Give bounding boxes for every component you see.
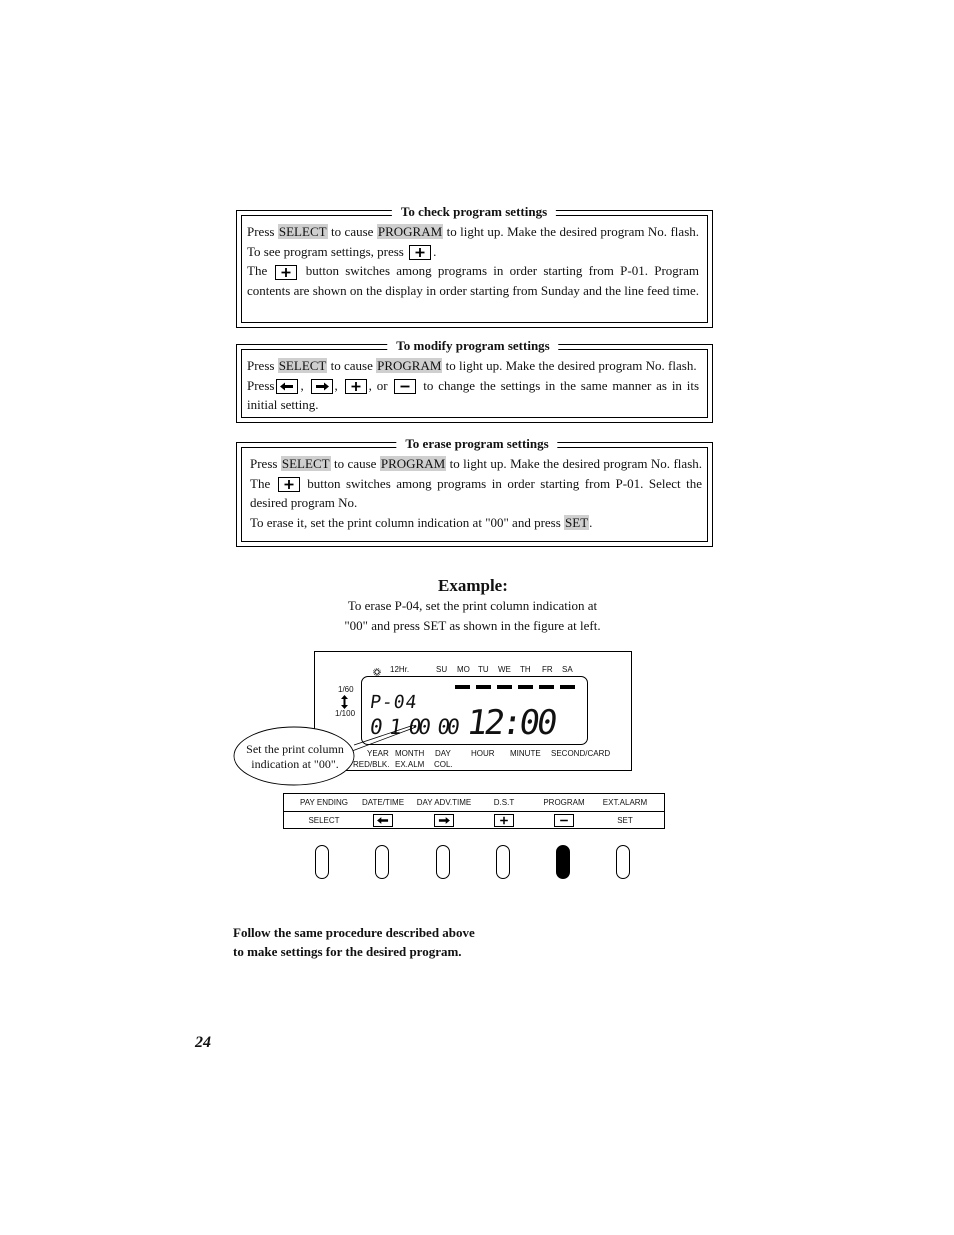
- text: ,: [334, 377, 338, 393]
- program-key-label: PROGRAM: [377, 224, 443, 239]
- modify-settings-title: To modify program settings: [387, 338, 558, 354]
- table-divider: [284, 811, 664, 812]
- text: To erase it, set the print column indication at "00" and press: [250, 514, 561, 530]
- callout-line-2: indication at "00".: [251, 757, 339, 771]
- text: to cause: [334, 456, 377, 471]
- label-month: MONTH: [395, 749, 425, 758]
- footer-line-1: Follow the same procedure described above: [233, 925, 475, 940]
- program-number-readout: P-04: [368, 692, 419, 713]
- example-description: [330, 596, 615, 636]
- rate-label-bottom: 1/100: [335, 709, 356, 718]
- text: ,: [300, 377, 304, 393]
- label-ex-alm: EX.ALM: [395, 760, 425, 769]
- label-red-blk: RED/BLK.: [353, 760, 390, 769]
- key-label-program: PROGRAM: [543, 798, 585, 807]
- right-arrow-icon: [311, 379, 333, 394]
- plus-icon: [494, 814, 514, 827]
- text: Press: [247, 224, 275, 239]
- example-line-2: "00" and press SET as shown in the figure at left.: [344, 618, 601, 633]
- check-settings-title: To check program settings: [392, 204, 556, 220]
- label-year: YEAR: [367, 749, 389, 758]
- key-label-ext-alarm: EXT.ALARM: [602, 798, 648, 807]
- select-key-label: SELECT: [278, 224, 327, 239]
- footer-note: [233, 923, 475, 961]
- day-label-sa: SA: [562, 665, 573, 674]
- rate-label-top: 1/60: [338, 685, 354, 694]
- key-label-day-adv-time: DAY ADV.TIME: [416, 798, 472, 807]
- text: to light up. Make the desired program No. flash.: [445, 358, 697, 373]
- callout-text: [237, 742, 353, 772]
- label-day: DAY: [435, 749, 451, 758]
- right-arrow-icon: [434, 814, 454, 827]
- text: to cause: [331, 224, 374, 239]
- day-label-mo: MO: [457, 665, 470, 674]
- modify-settings-body: [247, 356, 699, 415]
- text: The: [247, 263, 268, 278]
- date-time-left-button[interactable]: [375, 845, 389, 879]
- modify-settings-box: [236, 338, 713, 423]
- day-label-fr: FR: [542, 665, 553, 674]
- erase-settings-box: [236, 436, 713, 547]
- left-arrow-icon: [373, 814, 393, 827]
- sun-icon: [373, 663, 381, 671]
- text: to light up. Make the desired program No. flash. The: [250, 456, 703, 491]
- text: .: [433, 243, 437, 259]
- program-key-label: PROGRAM: [380, 456, 446, 471]
- footer-line-2: to make settings for the desired program.: [233, 944, 462, 959]
- text: Press: [250, 456, 278, 471]
- page-number: 24: [195, 1034, 211, 1051]
- day-label-tu: TU: [478, 665, 489, 674]
- day-label-we: WE: [498, 665, 511, 674]
- text: to change the settings in the same manner as in its initial setting.: [247, 377, 700, 412]
- day-indicator-bars: [455, 685, 585, 691]
- example-title: Example:: [438, 576, 508, 595]
- key-label-date-time: DATE/TIME: [361, 798, 405, 807]
- plus-icon: [278, 477, 300, 492]
- check-settings-box: [236, 204, 713, 328]
- key-label-set: SET: [617, 816, 633, 825]
- dst-plus-button[interactable]: [496, 845, 510, 879]
- example-line-1: To erase P-04, set the print column indication at: [347, 598, 598, 613]
- day-adv-time-right-button[interactable]: [436, 845, 450, 879]
- day-label-th: TH: [520, 665, 531, 674]
- program-key-label: PROGRAM: [377, 358, 442, 373]
- text: button switches among programs in order starting from P-01. Program contents are shown on the display in order starting from Sunday and the line feed time.: [247, 263, 699, 298]
- erase-settings-title: To erase program settings: [396, 436, 557, 452]
- program-minus-button[interactable]: [556, 845, 570, 879]
- text: ,: [368, 377, 372, 393]
- label-minute: MINUTE: [510, 749, 541, 758]
- plus-icon: [345, 379, 367, 394]
- text: or: [376, 377, 388, 393]
- ext-alarm-set-button[interactable]: [616, 845, 630, 879]
- check-settings-body: [247, 222, 699, 300]
- key-label-table: [283, 793, 665, 829]
- text: Press: [247, 358, 275, 373]
- plus-icon: [409, 245, 431, 260]
- label-second-card: SECOND/CARD: [551, 749, 611, 758]
- text: to light up. Make the desired program No. flash. To see program settings, press: [247, 224, 700, 259]
- up-down-arrow-icon: [340, 695, 349, 709]
- left-arrow-icon: [276, 379, 298, 394]
- select-key-label: SELECT: [281, 456, 330, 471]
- erase-settings-body: [250, 454, 702, 532]
- callout-line-1: Set the print column: [246, 742, 344, 756]
- print-column-readout: 0 1 00 00: [368, 715, 459, 739]
- key-label-dst: D.S.T: [493, 798, 515, 807]
- minus-icon: [554, 814, 574, 827]
- time-readout: 12:00: [464, 703, 558, 743]
- pay-ending-select-button[interactable]: [315, 845, 329, 879]
- minus-icon: [394, 379, 416, 394]
- key-label-select: SELECT: [308, 816, 340, 825]
- select-key-label: SELECT: [278, 358, 327, 373]
- text: to cause: [330, 358, 373, 373]
- label-col: COL.: [434, 760, 453, 769]
- plus-icon: [275, 265, 297, 280]
- text: button switches among programs in order starting from P-01. Select the desired program No.: [250, 475, 703, 510]
- text: Press: [247, 377, 275, 393]
- text: .: [589, 514, 593, 530]
- 12hr-indicator: 12Hr.: [390, 665, 410, 674]
- label-hour: HOUR: [471, 749, 495, 758]
- day-label-su: SU: [436, 665, 448, 674]
- key-label-pay-ending: PAY ENDING: [299, 798, 349, 807]
- set-key-label: SET: [565, 514, 589, 530]
